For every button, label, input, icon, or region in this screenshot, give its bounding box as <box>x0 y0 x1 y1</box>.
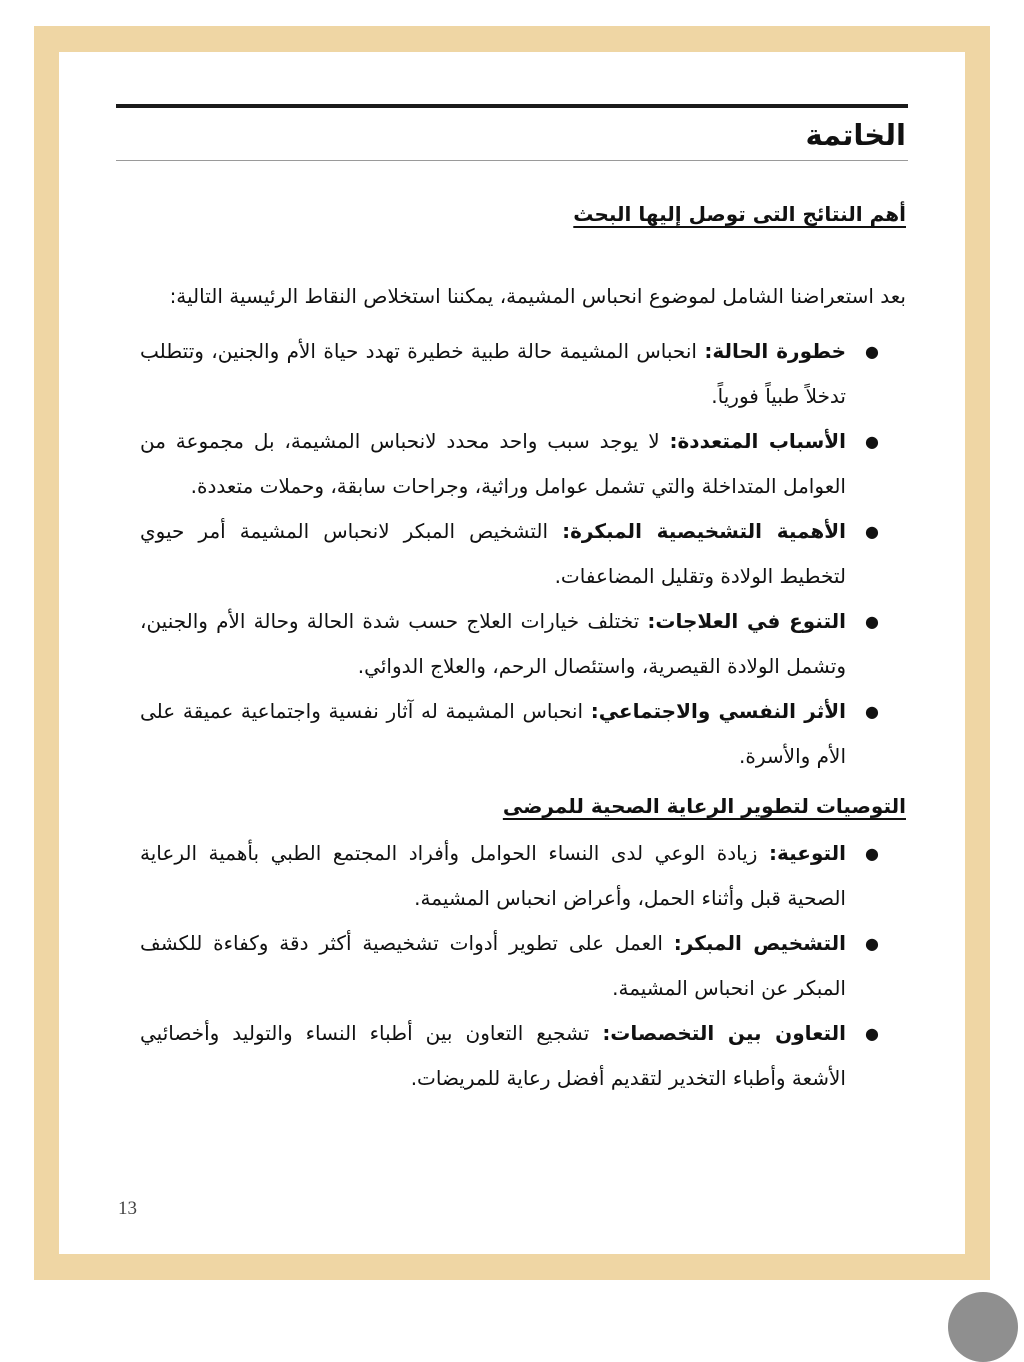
results-list <box>140 329 879 779</box>
floating-action-button[interactable] <box>948 1292 1018 1362</box>
title-top-rule <box>116 104 908 108</box>
item-term: التعاون بين التخصصات: <box>602 1021 847 1045</box>
item-term: الأثر النفسي والاجتماعي: <box>590 699 846 723</box>
bullet-icon: ● <box>865 1024 879 1043</box>
results-heading: أهم النتائج التى توصل إليها البحث <box>573 202 906 226</box>
item-term: الأهمية التشخيصية المبكرة: <box>562 519 847 543</box>
item-term: خطورة الحالة: <box>704 339 846 363</box>
list-item <box>140 1011 879 1101</box>
recommendations-list <box>140 831 879 1101</box>
recommendations-heading: التوصيات لتطوير الرعاية الصحية للمرضى <box>502 794 906 818</box>
item-text: انحباس المشيمة له آثار نفسية واجتماعية عميقة على الأم والأسرة. <box>140 699 846 768</box>
item-text: زيادة الوعي لدى النساء الحوامل وأفراد المجتمع الطبي بأهمية الرعاية الصحية قبل وأثناء الحمل، وأعراض انحباس المشيمة. <box>140 841 846 910</box>
title-bottom-rule <box>116 160 908 161</box>
item-text: انحباس المشيمة حالة طبية خطيرة تهدد حياة الأم والجنين، وتتطلب تدخلاً طبياً فورياً. <box>140 339 846 408</box>
item-text: تختلف خيارات العلاج حسب شدة الحالة وحالة الأم والجنين، وتشمل الولادة القيصرية، واستئصال الرحم، والعلاج الدوائي. <box>140 609 846 678</box>
item-text: العمل على تطوير أدوات تشخيصية أكثر دقة وكفاءة للكشف المبكر عن انحباس المشيمة. <box>140 931 846 1000</box>
list-item <box>140 599 879 689</box>
bullet-icon: ● <box>865 432 879 451</box>
page-number: 13 <box>118 1198 137 1219</box>
bullet-icon: ● <box>865 844 879 863</box>
page-title: الخاتمة <box>805 118 906 152</box>
list-item <box>140 509 879 599</box>
list-item <box>140 831 879 921</box>
item-text: التشخيص المبكر لانحباس المشيمة أمر حيوي لتخطيط الولادة وتقليل المضاعفات. <box>140 519 846 588</box>
item-term: التوعية: <box>768 841 847 865</box>
bullet-icon: ● <box>865 702 879 721</box>
list-item <box>140 329 879 419</box>
bullet-icon: ● <box>865 934 879 953</box>
item-text: تشجيع التعاون بين أطباء النساء والتوليد وأخصائيي الأشعة وأطباء التخدير لتقديم أفضل رعاية للمريضات. <box>140 1021 846 1090</box>
item-term: التشخيص المبكر: <box>673 931 847 955</box>
bullet-icon: ● <box>865 522 879 541</box>
item-term: التنوع في العلاجات: <box>647 609 846 633</box>
item-text: لا يوجد سبب واحد محدد لانحباس المشيمة، بل مجموعة من العوامل المتداخلة والتي تشمل عوامل وراثية، وجراحات سابقة، وحملات متعددة. <box>140 429 846 498</box>
bullet-icon: ● <box>865 612 879 631</box>
results-intro: بعد استعراضنا الشامل لموضوع انحباس المشيمة، يمكننا استخلاص النقاط الرئيسية التالية: <box>169 284 906 308</box>
list-item <box>140 419 879 509</box>
list-item <box>140 689 879 779</box>
item-term: الأسباب المتعددة: <box>669 429 847 453</box>
list-item <box>140 921 879 1011</box>
bullet-icon: ● <box>865 342 879 361</box>
